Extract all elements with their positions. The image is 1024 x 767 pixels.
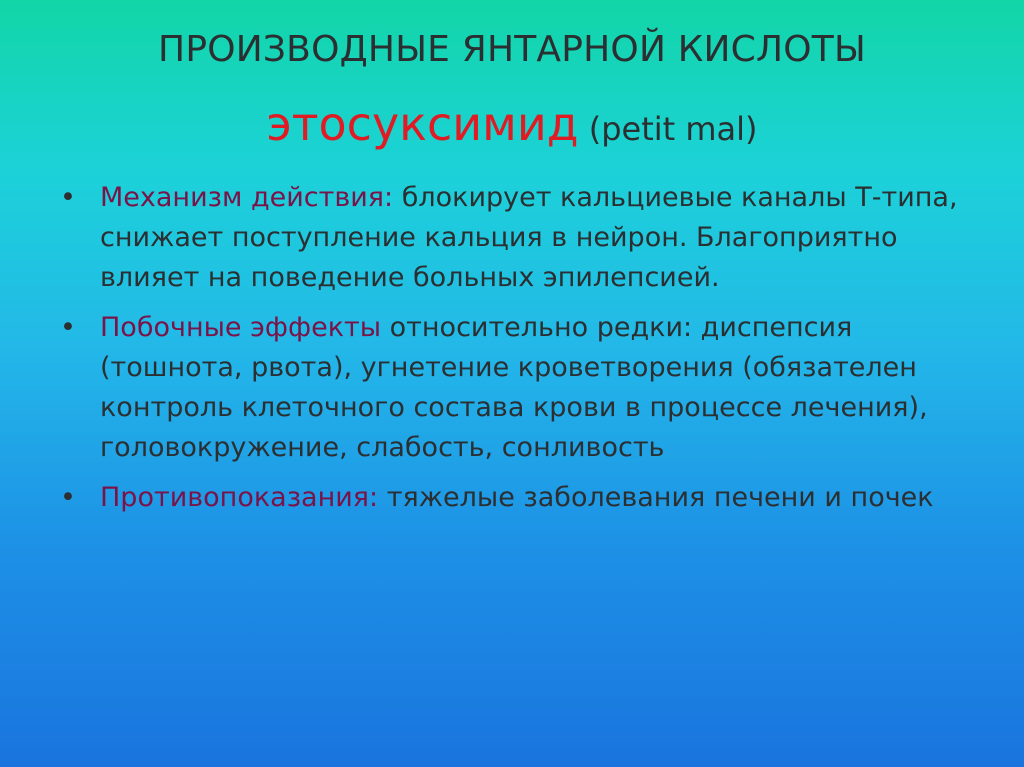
bullet-text-mechanism: блокирует кальциевые каналы Т-типа, снижает поступление кальция в нейрон. Благоприятно влияет на поведение больных эпилепсией. <box>100 182 958 293</box>
drug-indication: (petit mal) <box>578 110 758 148</box>
bullet-marker: • <box>60 312 76 343</box>
bullet-marker: • <box>60 182 76 213</box>
title-heading: ПРОИЗВОДНЫЕ ЯНТАРНОЙ КИСЛОТЫ <box>158 29 866 70</box>
bullet-label-mechanism: Механизм действия: <box>100 182 394 213</box>
bullet-text-side-effects: относительно редки: диспепсия (тошнота, рвота), угнетение кроветворения (обязателен контроль клеточного состава крови в процессе лечения), головокружение, слабость, сонливость <box>100 312 928 463</box>
bullet-label-side-effects: Побочные эффекты <box>100 312 382 343</box>
title-subheading <box>0 96 1024 163</box>
slide-title <box>0 22 1024 163</box>
bullet-list <box>60 178 960 528</box>
drug-name: этосуксимид <box>266 97 579 151</box>
bullet-side-effects <box>60 308 960 468</box>
bullet-label-contraindications: Противопоказания: <box>100 482 379 513</box>
bullet-text-contraindications: тяжелые заболевания печени и почек <box>378 482 934 513</box>
bullet-mechanism <box>60 178 960 298</box>
bullet-marker: • <box>60 482 76 513</box>
bullet-contraindications <box>60 478 960 518</box>
